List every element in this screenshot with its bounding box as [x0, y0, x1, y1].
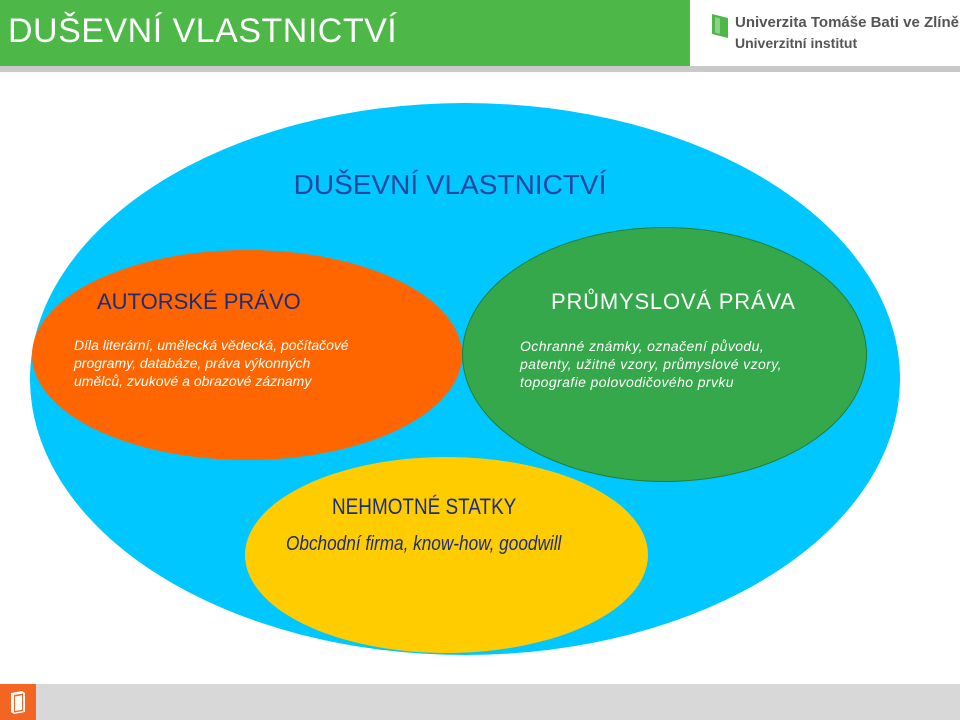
- copyright-line: umělců, zvukové a obrazové záznamy: [74, 373, 312, 389]
- copyright-line: programy, databáze, práva výkonných: [74, 355, 311, 371]
- footer-logo: [0, 684, 36, 720]
- industrial-rights-title: PRŮMYSLOVÁ PRÁVA: [551, 289, 796, 314]
- copyright-line: Díla literární, umělecká vědecká, počítačové: [74, 337, 349, 353]
- logo-university-name: Univerzita Tomáše Bati ve Zlíně: [735, 14, 959, 31]
- copyright-title: AUTORSKÉ PRÁVO: [97, 289, 301, 314]
- diagram-title: [0, 169, 900, 201]
- book-icon: [0, 684, 36, 720]
- intangible-assets-title: NEHMOTNÉ STATKY: [332, 494, 517, 519]
- intangible-assets-description: Obchodní firma, know-how, goodwill: [286, 533, 562, 555]
- footer-bar: [0, 684, 960, 720]
- logo-institute-name: Univerzitní institut: [735, 35, 858, 51]
- diagram-title-text: DUŠEVNÍ VLASTNICTVÍ: [293, 169, 607, 200]
- industrial-rights-line: patenty, užitné vzory, průmyslové vzory,: [520, 356, 782, 372]
- page-title: DUŠEVNÍ VLASTNICTVÍ: [8, 12, 398, 50]
- industrial-rights-description: [520, 337, 782, 391]
- industrial-rights-line: topografie polovodičového prvku: [520, 374, 734, 390]
- copyright-description: [74, 336, 349, 390]
- industrial-rights-line: Ochranné známky, označení původu,: [520, 338, 765, 354]
